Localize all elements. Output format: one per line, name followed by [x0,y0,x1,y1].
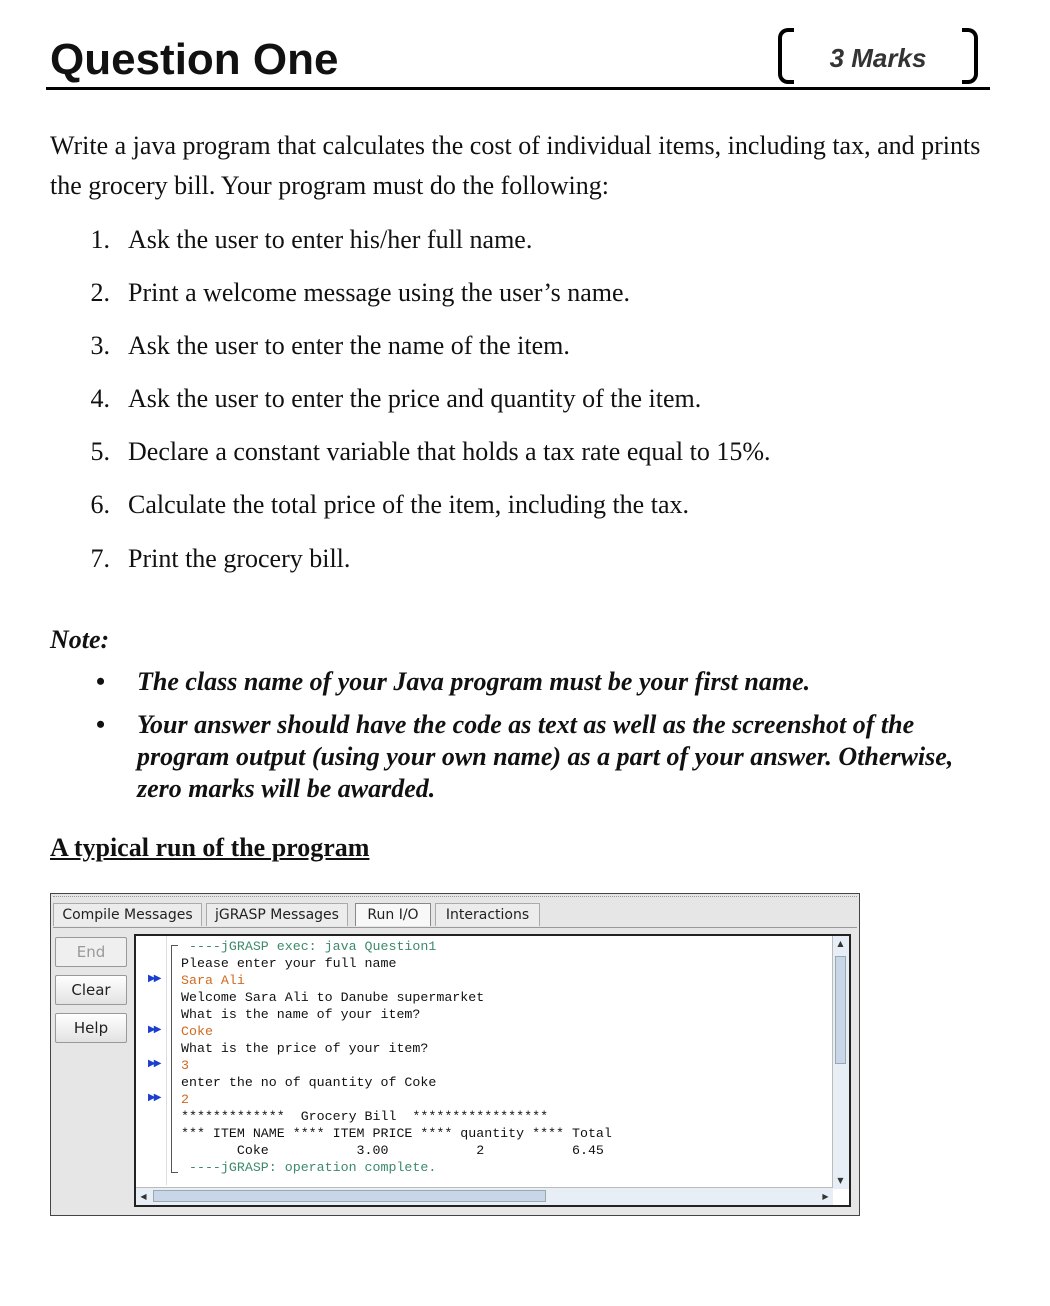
step-number: 5. [90,437,110,466]
scroll-up-icon[interactable]: ▲ [837,939,844,948]
scroll-down-icon[interactable]: ▼ [837,1176,844,1185]
run-heading: A typical run of the program [50,833,370,862]
input-arrow-icon: ▶▶ [148,1092,160,1103]
console-line: ----jGRASP: operation complete. [181,1160,437,1175]
step-number: 2. [90,278,110,307]
step-text: Declare a constant variable that holds a tax rate equal to 15%. [128,437,771,466]
console-line: What is the price of your item? [181,1041,429,1056]
console-line: Coke 3.00 2 6.45 [181,1143,604,1158]
jgrasp-run-panel [50,893,860,1216]
step-number: 7. [90,544,110,573]
marks-bracket-left [778,28,794,84]
note-text: Your answer should have the code as text as well as the screenshot of the program output (using your own name) as a part of your answer. Otherwise, zero marks will be awarded. [137,710,954,803]
marks-label: 3 Marks [829,43,927,73]
horizontal-scrollbar[interactable] [136,1187,833,1205]
console-line: enter the no of quantity of Coke [181,1075,437,1090]
step-number: 1. [90,225,110,254]
list-item [0,379,940,419]
vertical-scrollbar[interactable] [832,936,849,1189]
step-text: Calculate the total price of the item, including the tax. [128,490,689,519]
console-line: Please enter your full name [181,956,397,971]
help-button[interactable]: Help [55,1013,127,1043]
step-number: 6. [90,490,110,519]
question-title: Question One [50,35,339,84]
panel-grip[interactable] [53,896,857,900]
scroll-right-icon[interactable]: ▶ [822,1192,829,1201]
list-item [0,432,940,472]
list-item [0,273,940,313]
horizontal-scroll-thumb[interactable] [153,1190,546,1202]
step-text: Ask the user to enter the price and quantity of the item. [128,384,702,413]
scroll-left-icon[interactable]: ◀ [140,1192,147,1201]
list-item [0,485,940,525]
console-line: Sara Ali [181,973,245,988]
clear-button[interactable]: Clear [55,975,127,1005]
step-text: Ask the user to enter the name of the item. [128,331,570,360]
list-item [0,220,940,260]
tab-jgrasp-messages[interactable]: jGRASP Messages [206,903,348,926]
title-underline [46,87,990,90]
end-button[interactable]: End [55,937,127,967]
step-text: Print the grocery bill. [128,544,351,573]
tab-run-io[interactable]: Run I/O [355,903,431,926]
note-label: Note: [50,625,110,654]
input-arrow-icon: ▶▶ [148,1024,160,1035]
bullet-icon: • [96,667,106,696]
tab-compile-messages[interactable]: Compile Messages [53,903,202,926]
console-line: Coke [181,1024,213,1039]
console-line: What is the name of your item? [181,1007,421,1022]
step-text: Ask the user to enter his/her full name. [128,225,533,254]
list-item [0,539,940,579]
step-text: Print a welcome message using the user’s name. [128,278,631,307]
input-arrow-icon: ▶▶ [148,1058,160,1069]
console-line: Welcome Sara Ali to Danube supermarket [181,990,485,1005]
vertical-scroll-thumb[interactable] [835,956,846,1064]
tab-divider [53,927,857,928]
step-number: 4. [90,384,110,413]
console-line: 2 [181,1092,189,1107]
marks-bracket-right [962,28,978,84]
console-output [181,938,612,1176]
input-gutter [136,936,167,1185]
bullet-icon: • [96,710,106,739]
step-number: 3. [90,331,110,360]
console-line: *** ITEM NAME **** ITEM PRICE **** quantity **** Total [181,1126,612,1141]
tab-interactions[interactable]: Interactions [435,903,540,926]
input-arrow-icon: ▶▶ [148,973,160,984]
intro-paragraph: Write a java program that calculates the cost of individual items, including tax, and prints the grocery bill. Your program must do the following: [50,131,981,200]
run-io-console[interactable] [134,934,851,1207]
console-line: ************* Grocery Bill ***************** [181,1109,549,1124]
console-line: ----jGRASP exec: java Question1 [181,939,437,954]
note-text: The class name of your Java program must be your first name. [137,667,811,696]
list-item [0,326,940,366]
exec-bracket [171,945,178,1173]
console-line: 3 [181,1058,189,1073]
